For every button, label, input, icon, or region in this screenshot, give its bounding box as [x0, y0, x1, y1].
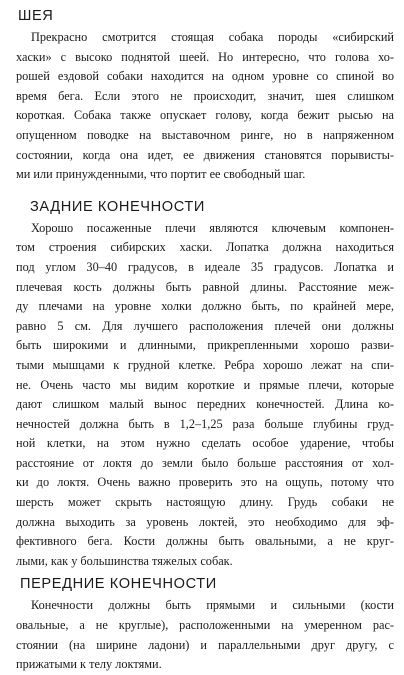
- text-line: время бега. Если этого не происходит, значит, шея слишком: [16, 88, 394, 103]
- text-line: ной клетки, на этом нужно сделать особое ударение, чтобы: [16, 436, 394, 451]
- paragraph: [16, 219, 394, 572]
- text-line: дают слишком малый вынос передних конечностей. Длина ко-: [16, 397, 394, 412]
- text-line: быть широкими и длинными, прикрепленными хорошо разви-: [16, 338, 394, 353]
- text-line: ки до локтя. Очень важно проверить это на ощупь, потому что: [16, 475, 394, 490]
- text-line: лыми, как у большинства тяжелых собак.: [16, 553, 233, 568]
- text-line: ду плечами на уровне холки должно быть, по крайней мере,: [16, 299, 394, 314]
- text-line: плечевая кость должны быть равной длины. Расстояние меж-: [16, 279, 394, 294]
- text-line: прижатыми к телу локтями.: [16, 657, 162, 672]
- paragraph: [16, 596, 394, 674]
- text-line: под углом 30–40 градусов, в идеале 35 градусов. Лопатка и: [16, 259, 394, 274]
- text-line: том строения сибирских хаски. Лопатка должна находиться: [16, 240, 394, 255]
- text-line: Хорошо посаженные плечи являются ключевым компонен-: [31, 220, 394, 235]
- text-line: нечностей должна быть в 1,2–1,25 раза больше глубины груд-: [16, 416, 394, 431]
- paragraph: [16, 28, 394, 185]
- text-line: короткая. Собака также опускает голову, когда бежит рысью на: [16, 108, 394, 123]
- text-line: рошей ездовой собаки находится на одном уровне со спиной во: [16, 69, 394, 84]
- section-heading: ЗАДНИЕ КОНЕЧНОСТИ: [30, 198, 205, 215]
- section-hind-limbs: [16, 199, 394, 572]
- text-line: не. Очень часто мы видим короткие и прямые плечи, которые: [16, 377, 394, 392]
- text-line: равно 5 см. Для лучшего расположения плечей они должны: [16, 318, 394, 333]
- text-line: стоянии (на ширине ладони) и параллельными друг другу, с: [16, 637, 394, 652]
- section-neck: [16, 8, 394, 185]
- text-line: Конечности должны быть прямыми и сильными (кости: [31, 598, 394, 613]
- text-line: тыми мышцами к грудной клетке. Ребра хорошо лежат на спи-: [16, 357, 394, 372]
- text-line: хаски» с высоко поднятой шеей. Но интересно, что голова хо-: [16, 49, 394, 64]
- text-line: состоянии, когда она идет, ее движения становятся порывисты-: [16, 147, 394, 162]
- text-line: шерсть может скрыть настоящую длину. Грудь собаки не: [16, 495, 394, 510]
- section-heading: ШЕЯ: [18, 8, 54, 24]
- text-line: расстояние от локтя до земли было больше расстояния от хол-: [16, 455, 394, 470]
- text-line: овальные, а не круглые), расположенными на умеренном рас-: [16, 618, 394, 633]
- text-line: опущенном поводке на выставочном ринге, но в напряженном: [16, 127, 394, 142]
- text-line: ми или принужденными, что портит ее свободный шаг.: [16, 167, 306, 182]
- section-heading: ПЕРЕДНИЕ КОНЕЧНОСТИ: [20, 576, 217, 593]
- text-line: Прекрасно смотрится стоящая собака породы «сибирский: [31, 30, 394, 44]
- section-fore-limbs: [16, 576, 394, 674]
- text-line: должна выходить за уровень локтей, это необходимо для эф-: [16, 514, 394, 529]
- text-line: фективного бега. Кости должны быть овальными, а не круг-: [16, 534, 394, 549]
